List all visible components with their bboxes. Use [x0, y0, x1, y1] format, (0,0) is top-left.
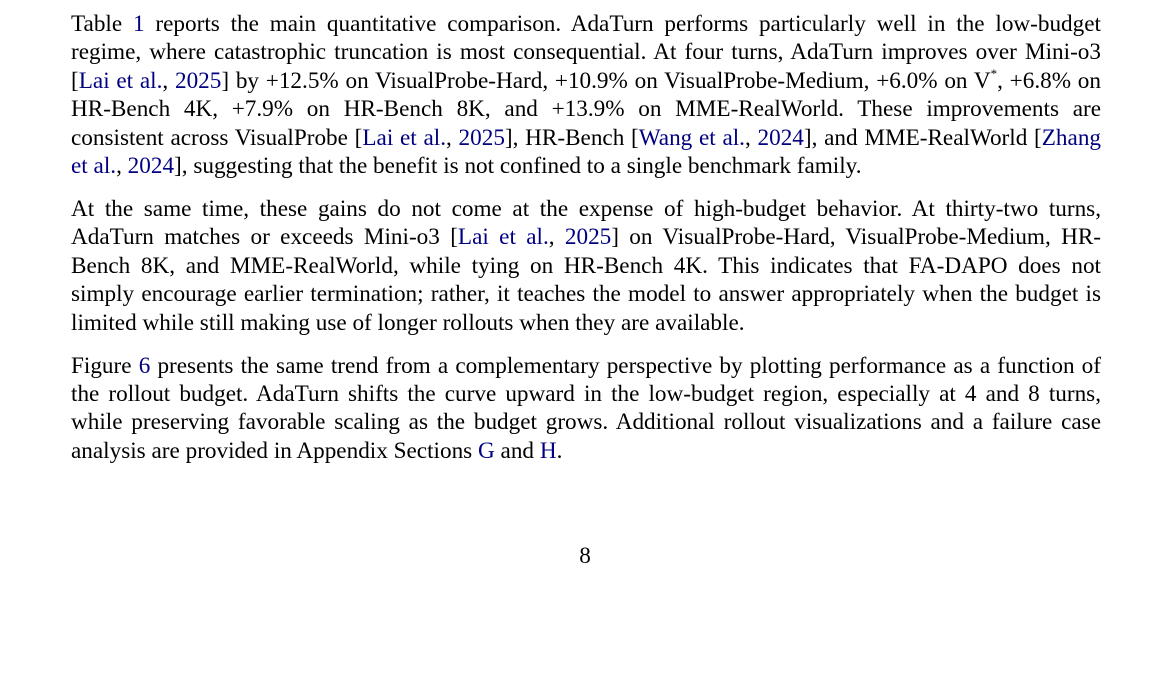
reference-link[interactable]: Zhang et al. [71, 124, 1102, 180]
paragraph-high-budget-behavior [71, 195, 1101, 337]
reference-link[interactable]: H [539, 437, 557, 464]
page-number: 8 [579, 543, 591, 569]
text-run: , [446, 124, 459, 151]
text-run: ] by +12.5% on VisualProbe-Hard, +10.9% on VisualProbe-Medium, +6.0% on V [221, 67, 991, 94]
text-run: and [494, 437, 540, 464]
reference-link[interactable]: Lai et al. [78, 67, 163, 94]
reference-link[interactable]: 2025 [564, 224, 612, 251]
reference-link[interactable]: 2024 [127, 153, 175, 180]
reference-link[interactable]: Wang et al. [638, 124, 745, 151]
superscript: * [990, 65, 998, 81]
text-run: , [162, 67, 175, 94]
text-run: , [548, 224, 565, 251]
text-run: ], and MME-RealWorld [ [803, 124, 1042, 151]
text-run: , [116, 153, 128, 180]
page-body [71, 10, 1101, 465]
text-run: At the same time, these gains do not come at the expense of high-budget behavior. At thirty-two turns, AdaTurn matches or exceeds Mini-o3 [ [71, 196, 1101, 251]
reference-link[interactable]: 2024 [757, 124, 804, 151]
text-run: ], HR-Bench [ [504, 124, 639, 151]
reference-link[interactable]: 6 [138, 352, 151, 379]
text-run: ] on VisualProbe-Hard, VisualProbe-Medium, HR-Bench 8K, and MME-RealWorld, while tying on HR-Bench 4K. This indicates that FA-DAPO does not simply encourage earlier termination; rather, it teaches the model to answer appropriately when the budget is limited while still making use of longer rollouts when they are available. [71, 224, 1102, 336]
text-run: presents the same trend from a complementary perspective by plotting performance as a function of the rollout budget. AdaTurn shifts the curve upward in the low-budget region, especially at 4 and 8 turns, while preserving favorable scaling as the budget grows. Additional rollout visualizations and a failure case analysis are provided in Appendix Sections [71, 352, 1102, 464]
reference-link[interactable]: G [478, 437, 495, 464]
reference-link[interactable]: Lai et al. [362, 124, 446, 151]
reference-link[interactable]: 1 [132, 11, 145, 37]
text-run: Figure [71, 352, 139, 379]
paragraph-figure-trend [71, 352, 1101, 466]
text-run: . [556, 437, 563, 464]
reference-link[interactable]: Lai et al. [457, 224, 549, 251]
reference-link[interactable]: 2025 [458, 124, 505, 151]
reference-link[interactable]: 2025 [174, 67, 222, 94]
text-run: ], suggesting that the benefit is not confined to a single benchmark family. [174, 153, 862, 180]
text-run: reports the main quantitative comparison. AdaTurn performs particularly well in the low-budget regime, where catastrophic truncation is most consequential. At four turns, AdaTurn improves over Mini-o3 [ [71, 11, 1101, 94]
text-run: , +6.8% on HR-Bench 4K, +7.9% on HR-Bench 8K, and +13.9% on MME-RealWorld. These improvements are consistent across VisualProbe [ [71, 67, 1101, 151]
paragraph-results-comparison [71, 10, 1101, 180]
text-run: Table [71, 11, 133, 37]
text-run: , [744, 124, 758, 151]
